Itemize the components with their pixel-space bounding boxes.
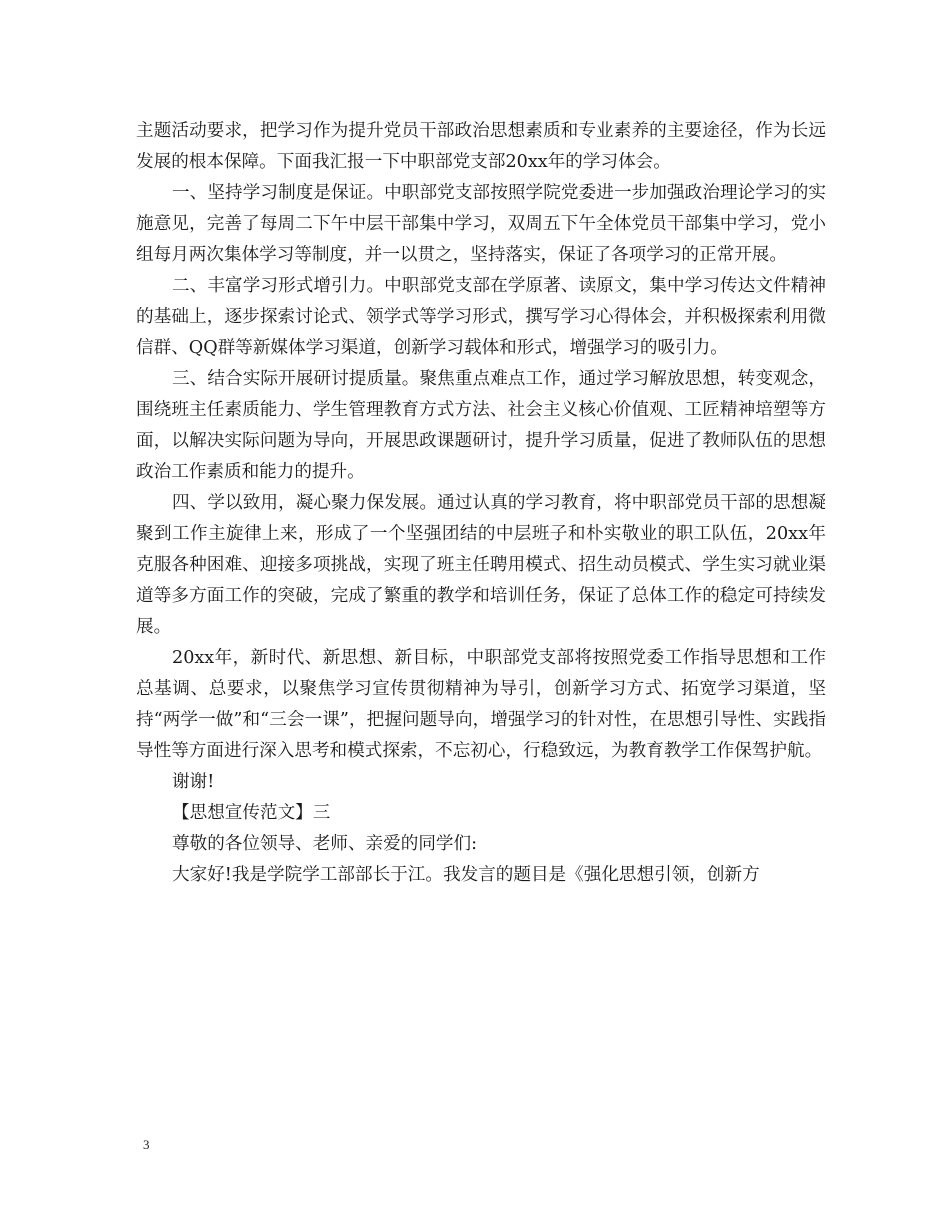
paragraph-opening: 大家好!我是学院学工部部长于江。我发言的题目是《强化思想引领，创新方	[172, 865, 760, 885]
paragraph-point-three: 三、结合实际开展研讨提质量。聚焦重点难点工作，通过学习解放思想，转变观念，围绕班主任素质能力、学生管理教育方式方法、社会主义核心价值观、工匠精神培塑等方面，以解决实际问题为导向，开展思政课题研讨，提升学习质量，促进了教师队伍的思想政治工作素质和能力的提升。	[136, 369, 826, 482]
paragraph-point-one: 一、坚持学习制度是保证。中职部党支部按照学院党委进一步加强政治理论学习的实施意见，完善了每周二下午中层干部集中学习，双周五下午全体党员干部集中学习，党小组每月两次集体学习等制度，并一以贯之，坚持落实，保证了各项学习的正常开展。	[136, 183, 826, 265]
paragraph-point-two: 二、丰富学习形式增引力。中职部党支部在学原著、读原文，集中学习传达文件精神的基础上，逐步探索讨论式、领学式等学习形式，撰写学习心得体会，并积极探索利用微信群、QQ群等新媒体学习渠道，创新学习载体和形式，增强学习的吸引力。	[136, 276, 826, 358]
paragraph-point-four: 四、学以致用，凝心聚力保发展。通过认真的学习教育，将中职部党员干部的思想凝聚到工作主旋律上来，形成了一个坚强团结的中层班子和朴实敬业的职工队伍，20xx年克服各种困难、迎接多项挑战，实现了班主任聘用模式、招生动员模式、学生实习就业渠道等多方面工作的突破，完成了繁重的教学和培训任务，保证了总体工作的稳定可持续发展。	[136, 493, 826, 637]
paragraph-outlook: 20xx年，新时代、新思想、新目标，中职部党支部将按照党委工作指导思想和工作总基调、总要求，以聚焦学习宣传贯彻精神为导引，创新学习方式、拓宽学习渠道，坚持“两学一做”和“三会一课”，把握问题导向，增强学习的针对性，在思想引导性、实践指导性等方面进行深入思考和模式探索，不忘初心，行稳致远，为教育教学工作保驾护航。	[136, 648, 826, 761]
paragraph-intro-continuation: 主题活动要求，把学习作为提升党员干部政治思想素质和专业素养的主要途径，作为长远发展的根本保障。下面我汇报一下中职部党支部20xx年的学习体会。	[136, 121, 826, 172]
section-heading: 【思想宣传范文】三	[172, 803, 331, 823]
document-body	[136, 116, 826, 891]
paragraph-thanks: 谢谢!	[172, 772, 215, 792]
page-number: 3	[143, 1137, 150, 1152]
paragraph-salutation: 尊敬的各位领导、老师、亲爱的同学们:	[172, 834, 478, 854]
